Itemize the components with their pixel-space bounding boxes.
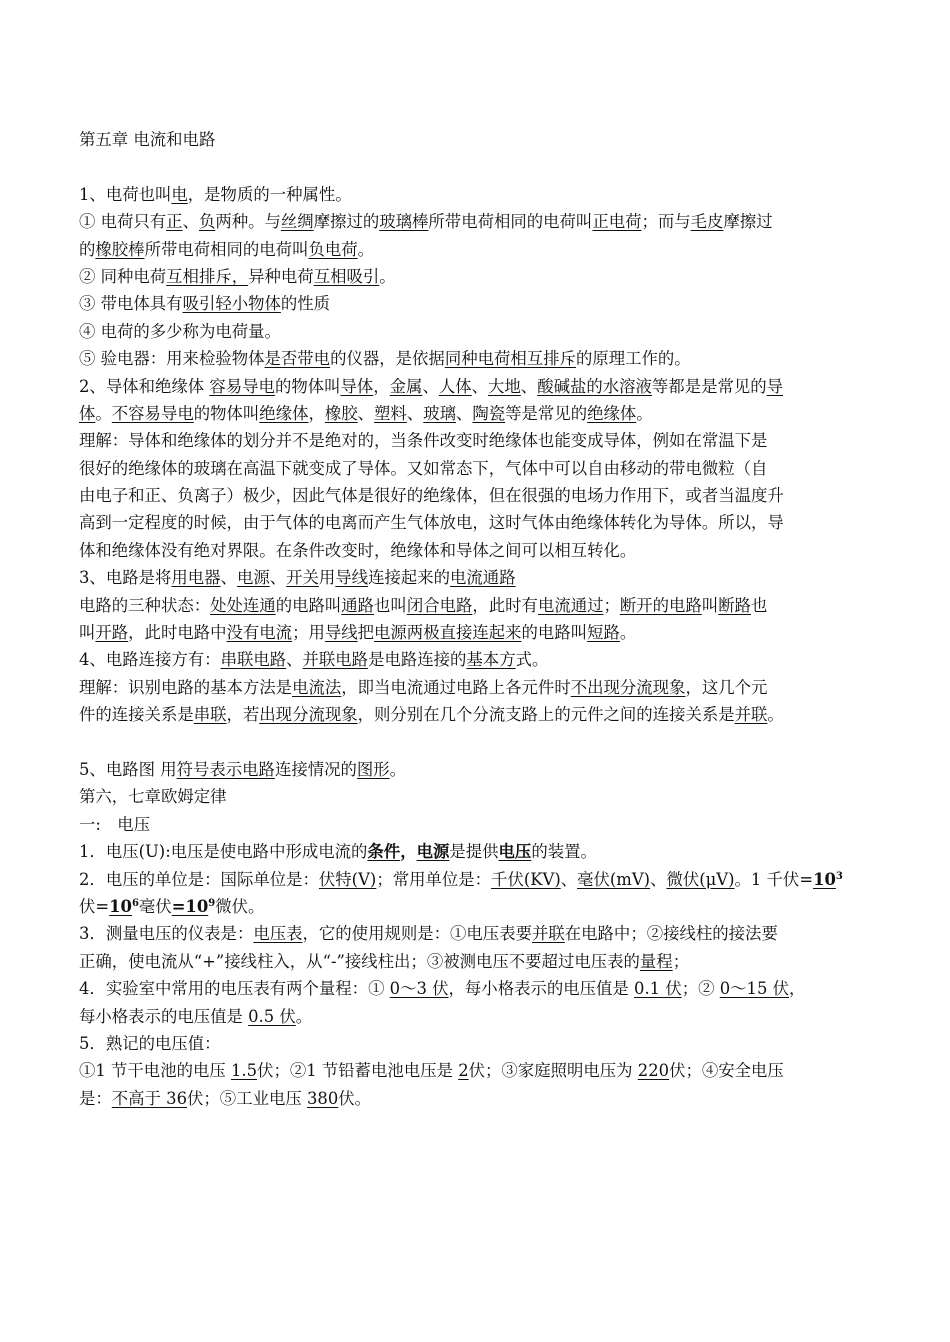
underlined-term: 塑料 xyxy=(374,403,407,423)
underlined-term: 1.5 xyxy=(230,1061,258,1081)
text-line xyxy=(79,838,880,865)
text-line xyxy=(79,537,880,564)
underlined-term: =10 xyxy=(171,896,209,916)
underlined-term: 0～3 伏 xyxy=(389,979,449,999)
text-segment: ①1 节干电池的电压 xyxy=(79,1061,231,1081)
underlined-term: 10 xyxy=(813,869,836,889)
text-segment: ④ 电荷的多少称为电荷量。 xyxy=(79,321,281,341)
text-segment: 伏。 xyxy=(338,1088,372,1108)
text-segment: ，每小格表示的电压值是 xyxy=(448,979,635,999)
underlined-term: 不高于 36 xyxy=(111,1088,188,1108)
text-segment: 伏；⑤工业电压 xyxy=(187,1088,307,1108)
text-segment: ， xyxy=(373,376,390,396)
underlined-term: 毛皮 xyxy=(690,212,724,232)
text-segment: 、 xyxy=(650,869,667,889)
text-segment: 是电路连接的 xyxy=(368,650,467,670)
underlined-term: 2 xyxy=(458,1061,469,1081)
underlined-term: 吸引轻小物体 xyxy=(182,294,281,314)
text-segment: 2．电压的单位是：国际单位是： xyxy=(79,869,319,889)
text-segment: 、 xyxy=(520,376,538,396)
text-line xyxy=(79,482,880,509)
underlined-term: 电源 xyxy=(236,568,270,588)
text-segment: 一: 电压 xyxy=(79,814,151,834)
text-line xyxy=(79,427,880,454)
text-segment: ， xyxy=(789,979,806,999)
text-line xyxy=(79,920,880,947)
underlined-term: 负 xyxy=(198,212,216,232)
text-line xyxy=(79,646,880,673)
underlined-term: 并联 xyxy=(734,705,768,725)
text-segment: 。 xyxy=(389,759,407,779)
underlined-term: 出现分流现象 xyxy=(259,705,358,725)
text-segment: 的装置。 xyxy=(531,842,597,862)
underlined-term: 酸碱盐的水溶液 xyxy=(537,376,652,396)
text-segment: 、 xyxy=(286,650,303,670)
underlined-term: 不容易导电 xyxy=(111,403,194,423)
text-segment: ， xyxy=(400,842,417,862)
text-segment: ；而与 xyxy=(641,212,691,232)
text-line xyxy=(79,811,880,838)
text-segment: ； xyxy=(672,951,690,971)
text-line xyxy=(79,208,880,235)
text-line xyxy=(79,263,880,290)
text-segment: 、 xyxy=(182,212,199,232)
text-segment: 微伏。 xyxy=(215,896,265,916)
text-segment: ， xyxy=(308,403,325,423)
text-line xyxy=(79,1057,880,1084)
text-segment: 、 xyxy=(422,376,439,396)
underlined-term: 导 xyxy=(766,376,784,396)
underlined-term: 基本方 xyxy=(466,650,516,670)
underlined-term: 千伏(KV) xyxy=(491,869,561,889)
underlined-term: 用电器 xyxy=(171,568,221,588)
text-segment: 。 xyxy=(379,266,396,286)
text-segment: 叫 xyxy=(79,623,96,643)
text-segment: 、 xyxy=(471,376,489,396)
text-line xyxy=(79,948,880,975)
text-segment: ，则分别在几个分流支路上的元件之间的连接关系是 xyxy=(357,705,735,725)
text-segment: 、 xyxy=(406,403,424,423)
text-segment: 1、电荷也叫 xyxy=(79,184,172,204)
underlined-term: 电 xyxy=(171,184,188,204)
underlined-term: 导线 xyxy=(335,568,369,588)
text-segment: 用 xyxy=(318,568,336,588)
text-line xyxy=(79,373,880,400)
text-segment: 正确，使电流从“+”接线柱入，从“-”接线柱出；③被测电压不要超过电压表的 xyxy=(79,951,640,971)
text-segment: 伏= xyxy=(79,896,110,916)
text-segment: 6 xyxy=(131,897,139,909)
text-line xyxy=(79,975,880,1002)
underlined-term: 0.1 伏 xyxy=(634,979,682,999)
text-segment: 等是常见的 xyxy=(505,403,588,423)
text-segment: 。 xyxy=(357,239,375,259)
underlined-term: 绝缘体 xyxy=(587,403,637,423)
text-segment: 第六，七章欧姆定律 xyxy=(79,787,227,807)
text-segment: 、 xyxy=(269,568,287,588)
text-line xyxy=(79,1085,880,1112)
underlined-term: 电压 xyxy=(498,842,532,862)
underlined-term: 没有电流 xyxy=(226,623,293,643)
text-line xyxy=(79,345,880,372)
text-segment: ，此时有 xyxy=(472,595,538,615)
underlined-term: 负电荷 xyxy=(308,239,358,259)
text-segment: 伏；②1 节铅蓄电池电压是 xyxy=(257,1061,459,1081)
text-line xyxy=(79,701,880,728)
underlined-term: 毫伏(mV) xyxy=(577,869,651,889)
text-segment: 3．测量电压的仪表是： xyxy=(79,924,254,944)
underlined-term: 是否带电 xyxy=(264,349,331,369)
text-line xyxy=(79,564,880,591)
text-segment: 叫 xyxy=(701,595,719,615)
text-line xyxy=(79,400,880,427)
text-segment: ，即当电流通过电路上各元件时 xyxy=(341,677,571,697)
text-segment: ，是物质的一种属性。 xyxy=(187,184,352,204)
text-line xyxy=(79,1030,880,1057)
underlined-term: 陶瓷 xyxy=(472,403,506,423)
text-segment: 。1 千伏= xyxy=(734,869,814,889)
text-line xyxy=(79,455,880,482)
text-segment: 4．实验室中常用的电压表有两个量程：① xyxy=(79,979,390,999)
underlined-term: 断路 xyxy=(718,595,752,615)
text-segment: 也叫 xyxy=(374,595,407,615)
underlined-term: 体 xyxy=(79,403,96,423)
text-line xyxy=(79,318,880,345)
text-segment: 摩擦过 xyxy=(723,212,773,232)
text-segment: 由电子和正、负离子）极少，因此气体是很好的绝缘体，但在很强的电场力作用下，或者当温度升 xyxy=(79,486,784,506)
underlined-term: 大地 xyxy=(488,376,521,396)
text-segment: 的物体叫 xyxy=(274,376,341,396)
text-segment: 3 xyxy=(835,870,843,882)
text-segment: 摩擦过的 xyxy=(313,212,380,232)
text-segment: 的仪器，是依据 xyxy=(330,349,445,369)
underlined-term: 互相排斥， xyxy=(166,266,249,286)
text-segment: ，此时电路中 xyxy=(128,623,227,643)
underlined-term: 容易导电 xyxy=(209,376,275,396)
text-segment: 。 xyxy=(95,403,112,423)
underlined-term: 电压表 xyxy=(253,924,303,944)
text-line xyxy=(79,893,880,920)
underlined-term: 闭合电路 xyxy=(406,595,473,615)
text-line xyxy=(79,756,880,783)
underlined-term: 不出现分流现象 xyxy=(570,677,686,697)
text-segment: ，若 xyxy=(226,705,260,725)
text-line xyxy=(79,236,880,263)
text-segment: 。 xyxy=(636,403,653,423)
underlined-term: 并联 xyxy=(531,924,565,944)
text-segment: 2、导体和绝缘体 xyxy=(79,376,210,396)
underlined-term: 开关 xyxy=(286,568,319,588)
text-segment: 5、电路图 用 xyxy=(79,759,177,779)
underlined-term: 开路 xyxy=(95,623,129,643)
text-segment: 所带电荷相同的电荷叫 xyxy=(144,239,309,259)
text-segment: 、 xyxy=(560,869,578,889)
text-segment: ，这几个元 xyxy=(685,677,768,697)
text-segment: 5．熟记的电压值： xyxy=(79,1033,221,1053)
text-segment: ；② xyxy=(681,979,720,999)
text-segment: 。 xyxy=(767,705,784,725)
text-segment: 是： xyxy=(79,1088,112,1108)
text-segment: 的电路叫 xyxy=(521,623,588,643)
underlined-term: 并联电路 xyxy=(302,650,369,670)
underlined-term: 同种电荷相互排斥 xyxy=(444,349,576,369)
text-segment: 、 xyxy=(455,403,473,423)
underlined-term: 10 xyxy=(109,896,132,916)
text-segment: 的原理工作的。 xyxy=(575,349,691,369)
text-segment: 4、电路连接方有： xyxy=(79,650,221,670)
underlined-term: 绝缘体 xyxy=(259,403,309,423)
text-segment: 在电路中；②接线柱的接法要 xyxy=(564,924,778,944)
blank-line xyxy=(79,729,880,756)
underlined-term: 符号表示电路 xyxy=(176,759,275,779)
text-segment: 的 xyxy=(79,239,96,259)
underlined-term: 丝绸 xyxy=(280,212,314,232)
text-segment: 每小格表示的电压值是 xyxy=(79,1006,249,1026)
text-segment: 、 xyxy=(357,403,375,423)
text-line xyxy=(79,126,880,153)
text-segment: 伏；④安全电压 xyxy=(669,1061,784,1081)
text-segment: 第五章 电流和电路 xyxy=(79,130,216,149)
underlined-term: 电源 xyxy=(416,842,450,862)
text-segment: 连接起来的 xyxy=(368,568,451,588)
text-segment: 的物体叫 xyxy=(193,403,260,423)
underlined-term: 导线 xyxy=(324,623,358,643)
underlined-term: 电流法 xyxy=(292,677,342,697)
underlined-term: 通路 xyxy=(341,595,375,615)
underlined-term: 金属 xyxy=(389,376,423,396)
underlined-term: 串联 xyxy=(193,705,227,725)
underlined-term: 互相吸引 xyxy=(313,266,380,286)
text-segment: ① 电荷只有 xyxy=(79,212,167,232)
text-segment: 。 xyxy=(619,623,637,643)
underlined-term: 短路 xyxy=(587,623,620,643)
underlined-term: 串联电路 xyxy=(220,650,287,670)
text-segment: 体和绝缘体没有绝对界限。在条件改变时，绝缘体和导体之间可以相互转化。 xyxy=(79,540,637,560)
text-line xyxy=(79,290,880,317)
underlined-term: 条件 xyxy=(367,842,401,862)
text-segment: ⑤ 验电器：用来检验物体 xyxy=(79,349,265,369)
text-segment: ；常用单位是： xyxy=(376,869,492,889)
text-segment: 。 xyxy=(295,1006,313,1026)
underlined-term: 电流通过 xyxy=(537,595,604,615)
text-segment: 3、电路是将 xyxy=(79,568,172,588)
text-segment: 、 xyxy=(220,568,237,588)
text-segment: 1．电压(U):电压是使电路中形成电流的 xyxy=(79,842,368,862)
underlined-term: 电流通路 xyxy=(450,568,516,588)
text-segment: 9 xyxy=(208,897,216,909)
text-segment: 异种电荷 xyxy=(248,266,314,286)
text-segment: 理解：导体和绝缘体的划分并不是绝对的，当条件改变时绝缘体也能变成导体，例如在常温下是 xyxy=(79,431,768,451)
underlined-term: 导体 xyxy=(340,376,374,396)
text-line xyxy=(79,1003,880,1030)
underlined-term: 220 xyxy=(637,1061,670,1081)
text-segment: 是提供 xyxy=(449,842,499,862)
text-line xyxy=(79,592,880,619)
text-segment: 毫伏 xyxy=(138,896,172,916)
text-segment: 所带电荷相同的电荷叫 xyxy=(428,212,593,232)
text-line xyxy=(79,181,880,208)
underlined-term: 电源两极直接连起来 xyxy=(374,623,522,643)
underlined-term: 正电荷 xyxy=(592,212,642,232)
underlined-term: 0～15 伏 xyxy=(719,979,789,999)
text-segment: 连接情况的 xyxy=(274,759,357,779)
underlined-term: 处处连通 xyxy=(210,595,276,615)
underlined-term: 0.5 伏 xyxy=(248,1006,296,1026)
text-line xyxy=(79,509,880,536)
text-segment: 电路的三种状态： xyxy=(79,595,211,615)
text-segment: ，它的使用规则是：①电压表要 xyxy=(302,924,532,944)
text-line xyxy=(79,674,880,701)
underlined-term: 玻璃 xyxy=(423,403,456,423)
text-line xyxy=(79,783,880,810)
text-segment: 两种。与 xyxy=(215,212,281,232)
underlined-term: 玻璃棒 xyxy=(379,212,429,232)
underlined-term: 图形 xyxy=(356,759,390,779)
text-segment: ③ 带电体具有 xyxy=(79,294,183,314)
underlined-term: 伏特(V) xyxy=(318,869,377,889)
text-segment: 把 xyxy=(357,623,375,643)
underlined-term: 正 xyxy=(166,212,183,232)
text-segment: ；用 xyxy=(292,623,325,643)
text-segment: 理解：识别电路的基本方法是 xyxy=(79,677,293,697)
underlined-term: 微伏(μV) xyxy=(666,869,735,889)
text-segment: ② 同种电荷 xyxy=(79,266,167,286)
text-segment: 很好的绝缘体的玻璃在高温下就变成了导体。又如常态下，气体中可以自由移动的带电微粒（自 xyxy=(79,458,768,478)
text-line xyxy=(79,619,880,646)
text-segment: 的性质 xyxy=(280,294,331,314)
text-segment: 等都是是常见的 xyxy=(651,376,767,396)
underlined-term: 橡胶 xyxy=(324,403,358,423)
underlined-term: 380 xyxy=(306,1088,339,1108)
underlined-term: 人体 xyxy=(438,376,472,396)
text-segment: 式。 xyxy=(515,650,549,670)
text-segment: ； xyxy=(603,595,620,615)
text-segment: 件的连接关系是 xyxy=(79,705,194,725)
underlined-term: 断开的电路 xyxy=(619,595,702,615)
text-segment: 的电路叫 xyxy=(275,595,342,615)
text-segment: 高到一定程度的时候，由于气体的电离而产生气体放电，这时气体由绝缘体转化为导体。所以，导 xyxy=(79,513,784,533)
underlined-term: 橡胶棒 xyxy=(95,239,145,259)
blank-line xyxy=(79,153,880,180)
text-line xyxy=(79,866,880,893)
text-segment: 伏；③家庭照明电压为 xyxy=(468,1061,638,1081)
text-segment: 也 xyxy=(751,595,768,615)
underlined-term: 量程 xyxy=(639,951,673,971)
